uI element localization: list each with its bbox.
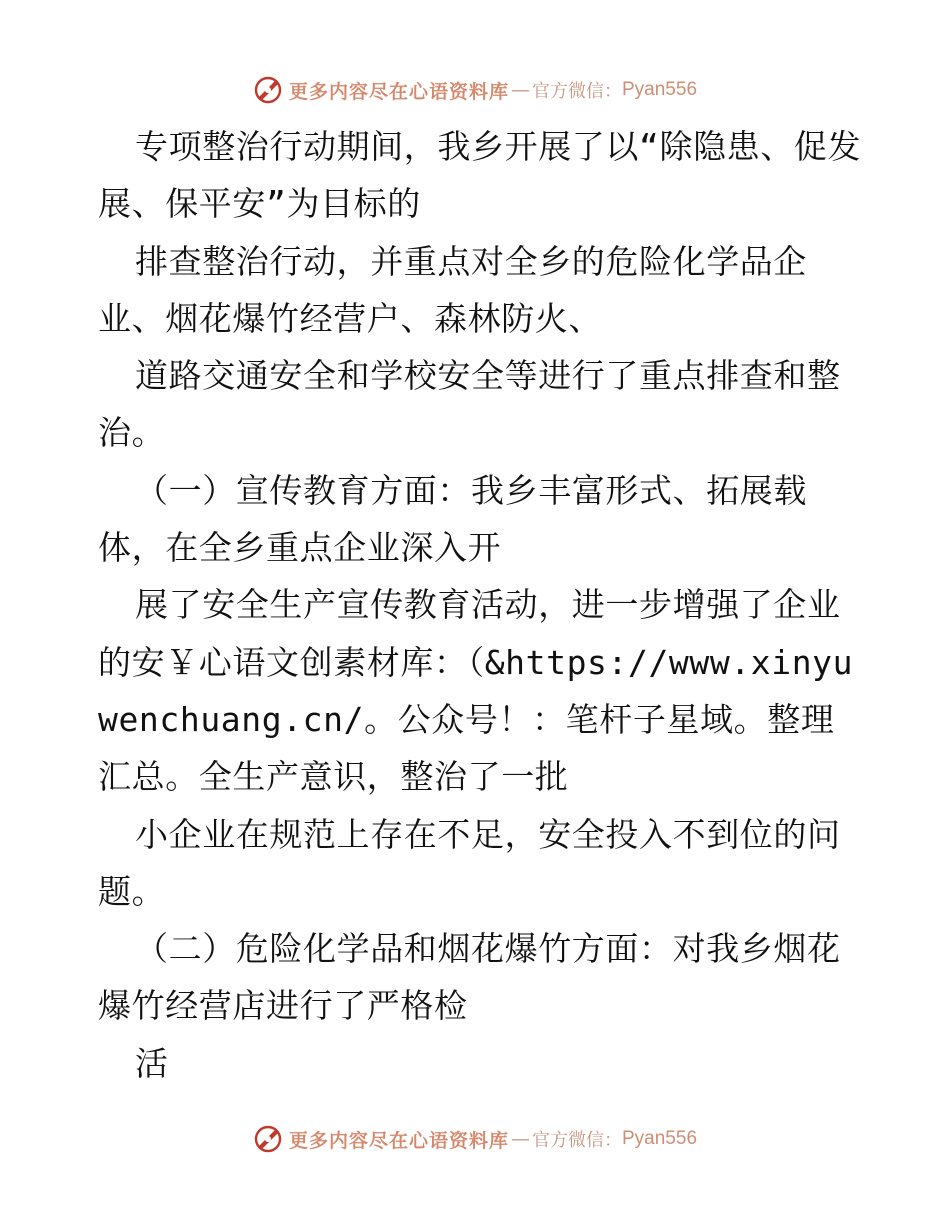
paragraph-7: （二）危险化学品和烟花爆竹方面：对我乡烟花爆竹经营店进行了严格检	[98, 929, 841, 1026]
header-wechat-label: 官方微信：	[532, 81, 622, 102]
paragraph-2: 排查整治行动，并重点对全乡的危险化学品企业、烟花爆竹经营户、森林防火、	[98, 241, 807, 338]
paragraph-5: 展了安全生产宣传教育活动，进一步增强了企业的安￥心语文创素材库：（&https://www.xinyuwenchuang.cn/。公众号！：笔杆子星域。整理汇总。全生产意识，整治了一批	[98, 585, 854, 797]
footer-wechat-label: 官方微信：	[532, 1130, 622, 1151]
paragraph-4: （一）宣传教育方面：我乡丰富形式、拓展载体，在全乡重点企业深入开	[98, 470, 807, 568]
paragraph-8: 活	[135, 1043, 169, 1083]
brand-logo-icon	[253, 1124, 283, 1154]
header-banner	[0, 70, 950, 110]
header-dash: —	[511, 79, 530, 101]
header-promo-text: 更多内容尽在心语资料库	[288, 80, 509, 103]
brand-logo-icon	[253, 75, 283, 105]
footer-promo-text: 更多内容尽在心语资料库	[288, 1129, 509, 1152]
footer-wechat-id: Pyan556	[622, 1128, 698, 1149]
paragraph-1: 专项整治行动期间，我乡开展了以“除隐患、促发展、保平安”为目标的	[98, 127, 862, 224]
footer-dash: —	[511, 1128, 530, 1150]
document-body	[98, 118, 868, 1092]
paragraph-3: 道路交通安全和学校安全等进行了重点排查和整治。	[98, 356, 841, 453]
header-wechat-id: Pyan556	[622, 79, 698, 100]
paragraph-6: 小企业在规范上存在不足，安全投入不到位的问题。	[98, 814, 841, 911]
footer-banner	[0, 1119, 950, 1159]
